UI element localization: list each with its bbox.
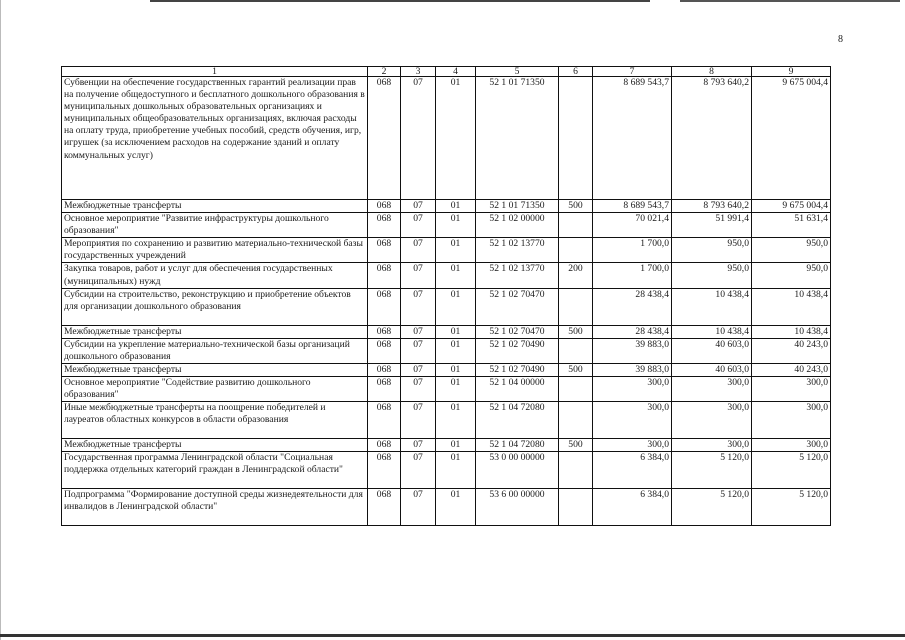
row-section: 07 <box>401 263 436 288</box>
row-subsection: 01 <box>436 288 476 325</box>
table-row <box>62 325 831 338</box>
row-amount-col8: 8 793 640,2 <box>672 77 752 200</box>
column-header: 5 <box>476 67 559 77</box>
row-section: 07 <box>401 77 436 200</box>
row-subsection: 01 <box>436 363 476 376</box>
row-amount-col7: 300,0 <box>593 377 672 402</box>
row-amount-col9: 300,0 <box>752 402 831 439</box>
row-admin-code: 068 <box>368 402 401 439</box>
row-amount-col7: 28 438,4 <box>593 288 672 325</box>
column-header: 4 <box>436 67 476 77</box>
page-number: 8 <box>838 34 843 45</box>
row-subsection: 01 <box>436 325 476 338</box>
row-section: 07 <box>401 377 436 402</box>
table-row <box>62 363 831 376</box>
table-row <box>62 213 831 238</box>
row-name: Межбюджетные трансферты <box>62 200 368 213</box>
row-section: 07 <box>401 402 436 439</box>
row-subsection: 01 <box>436 452 476 489</box>
row-name: Основное мероприятие "Развитие инфраструктуры дошкольного образования" <box>62 213 368 238</box>
table-row <box>62 263 831 288</box>
table-row <box>62 452 831 489</box>
row-expense-type: 500 <box>559 363 593 376</box>
row-amount-col7: 8 689 543,7 <box>593 77 672 200</box>
column-header: 6 <box>559 67 593 77</box>
row-target-article: 52 1 02 13770 <box>476 238 559 263</box>
row-admin-code: 068 <box>368 377 401 402</box>
row-target-article: 52 1 02 70470 <box>476 325 559 338</box>
row-expense-type <box>559 377 593 402</box>
row-amount-col8: 40 603,0 <box>672 363 752 376</box>
row-subsection: 01 <box>436 200 476 213</box>
row-admin-code: 068 <box>368 288 401 325</box>
row-target-article: 53 0 00 00000 <box>476 452 559 489</box>
row-target-article: 52 1 02 70490 <box>476 363 559 376</box>
row-name: Межбюджетные трансферты <box>62 325 368 338</box>
row-amount-col7: 39 883,0 <box>593 363 672 376</box>
row-expense-type <box>559 489 593 526</box>
row-amount-col7: 1 700,0 <box>593 238 672 263</box>
table-row <box>62 402 831 439</box>
row-expense-type <box>559 77 593 200</box>
table-row <box>62 439 831 452</box>
row-expense-type: 500 <box>559 200 593 213</box>
row-amount-col7: 6 384,0 <box>593 489 672 526</box>
table-row <box>62 338 831 363</box>
row-section: 07 <box>401 200 436 213</box>
row-amount-col9: 950,0 <box>752 263 831 288</box>
row-expense-type <box>559 213 593 238</box>
row-target-article: 52 1 04 72080 <box>476 439 559 452</box>
row-admin-code: 068 <box>368 452 401 489</box>
row-subsection: 01 <box>436 213 476 238</box>
row-expense-type <box>559 288 593 325</box>
column-header: 1 <box>62 67 368 77</box>
row-amount-col7: 28 438,4 <box>593 325 672 338</box>
row-name: Межбюджетные трансферты <box>62 439 368 452</box>
row-amount-col9: 10 438,4 <box>752 288 831 325</box>
row-amount-col9: 300,0 <box>752 377 831 402</box>
row-target-article: 53 6 00 00000 <box>476 489 559 526</box>
row-admin-code: 068 <box>368 363 401 376</box>
row-amount-col8: 950,0 <box>672 263 752 288</box>
row-target-article: 52 1 02 00000 <box>476 213 559 238</box>
row-amount-col8: 10 438,4 <box>672 325 752 338</box>
table-row <box>62 77 831 200</box>
row-amount-col9: 950,0 <box>752 238 831 263</box>
row-admin-code: 068 <box>368 213 401 238</box>
row-amount-col9: 10 438,4 <box>752 325 831 338</box>
row-section: 07 <box>401 288 436 325</box>
row-target-article: 52 1 04 72080 <box>476 402 559 439</box>
row-subsection: 01 <box>436 489 476 526</box>
column-header: 3 <box>401 67 436 77</box>
row-name: Субвенции на обеспечение государственных гарантий реализации прав на получение общедоступного и бесплатного дошкольного образования в муниципальных дошкольных образовательных организациях и муниципальных общеобразовательных организациях, включая расходы на оплату труда, приобретение учебных пособий, средств обучения, игр, игрушек (за исключением расходов на содержание зданий и оплату коммунальных услуг) <box>62 77 368 200</box>
row-amount-col8: 8 793 640,2 <box>672 200 752 213</box>
row-amount-col9: 40 243,0 <box>752 338 831 363</box>
row-expense-type <box>559 402 593 439</box>
row-admin-code: 068 <box>368 77 401 200</box>
row-target-article: 52 1 02 13770 <box>476 263 559 288</box>
column-header: 8 <box>672 67 752 77</box>
row-amount-col8: 51 991,4 <box>672 213 752 238</box>
row-amount-col7: 70 021,4 <box>593 213 672 238</box>
row-name: Субсидии на укрепление материально-технической базы организаций дошкольного образования <box>62 338 368 363</box>
row-target-article: 52 1 01 71350 <box>476 77 559 200</box>
row-section: 07 <box>401 213 436 238</box>
row-target-article: 52 1 02 70470 <box>476 288 559 325</box>
row-expense-type <box>559 238 593 263</box>
row-amount-col9: 9 675 004,4 <box>752 77 831 200</box>
row-target-article: 52 1 01 71350 <box>476 200 559 213</box>
row-amount-col7: 300,0 <box>593 402 672 439</box>
row-amount-col8: 5 120,0 <box>672 452 752 489</box>
row-admin-code: 068 <box>368 263 401 288</box>
row-section: 07 <box>401 452 436 489</box>
row-admin-code: 068 <box>368 325 401 338</box>
scan-artifact-top-right <box>680 0 900 2</box>
row-amount-col8: 950,0 <box>672 238 752 263</box>
row-amount-col7: 1 700,0 <box>593 263 672 288</box>
scan-artifact-bottom <box>0 634 905 637</box>
column-header: 7 <box>593 67 672 77</box>
row-amount-col8: 40 603,0 <box>672 338 752 363</box>
row-amount-col9: 5 120,0 <box>752 452 831 489</box>
row-subsection: 01 <box>436 338 476 363</box>
scan-artifact-top <box>150 0 650 2</box>
row-amount-col8: 300,0 <box>672 402 752 439</box>
row-target-article: 52 1 04 00000 <box>476 377 559 402</box>
row-amount-col7: 300,0 <box>593 439 672 452</box>
row-amount-col7: 6 384,0 <box>593 452 672 489</box>
table-row <box>62 238 831 263</box>
row-name: Закупка товаров, работ и услуг для обеспечения государственных (муниципальных) нужд <box>62 263 368 288</box>
row-amount-col7: 8 689 543,7 <box>593 200 672 213</box>
column-header: 2 <box>368 67 401 77</box>
row-admin-code: 068 <box>368 338 401 363</box>
row-section: 07 <box>401 325 436 338</box>
row-subsection: 01 <box>436 238 476 263</box>
row-amount-col9: 300,0 <box>752 439 831 452</box>
row-expense-type: 500 <box>559 439 593 452</box>
row-expense-type <box>559 338 593 363</box>
row-section: 07 <box>401 363 436 376</box>
row-subsection: 01 <box>436 377 476 402</box>
row-amount-col9: 5 120,0 <box>752 489 831 526</box>
column-header: 9 <box>752 67 831 77</box>
row-amount-col8: 10 438,4 <box>672 288 752 325</box>
row-amount-col9: 40 243,0 <box>752 363 831 376</box>
row-amount-col9: 9 675 004,4 <box>752 200 831 213</box>
row-target-article: 52 1 02 70490 <box>476 338 559 363</box>
scan-edge <box>0 0 1 640</box>
row-amount-col7: 39 883,0 <box>593 338 672 363</box>
row-amount-col8: 300,0 <box>672 439 752 452</box>
table-row <box>62 200 831 213</box>
row-name: Государственная программа Ленинградской области "Социальная поддержка отдельных категорий граждан в Ленинградской области" <box>62 452 368 489</box>
row-section: 07 <box>401 238 436 263</box>
column-number-header <box>62 67 831 77</box>
table-row <box>62 377 831 402</box>
row-name: Основное мероприятие "Содействие развитию дошкольного образования" <box>62 377 368 402</box>
table-row <box>62 288 831 325</box>
row-expense-type <box>559 452 593 489</box>
row-section: 07 <box>401 439 436 452</box>
row-admin-code: 068 <box>368 439 401 452</box>
row-expense-type: 500 <box>559 325 593 338</box>
row-subsection: 01 <box>436 263 476 288</box>
row-name: Иные межбюджетные трансферты на поощрение победителей и лауреатов областных конкурсов в области образования <box>62 402 368 439</box>
row-amount-col9: 51 631,4 <box>752 213 831 238</box>
budget-table <box>61 66 831 526</box>
row-name: Субсидии на строительство, реконструкцию и приобретение объектов для организации дошкольного образования <box>62 288 368 325</box>
table-row <box>62 489 831 526</box>
row-expense-type: 200 <box>559 263 593 288</box>
row-subsection: 01 <box>436 402 476 439</box>
row-name: Межбюджетные трансферты <box>62 363 368 376</box>
row-admin-code: 068 <box>368 200 401 213</box>
row-admin-code: 068 <box>368 238 401 263</box>
row-section: 07 <box>401 489 436 526</box>
row-name: Подпрограмма "Формирование доступной среды жизнедеятельности для инвалидов в Ленинградской области" <box>62 489 368 526</box>
row-section: 07 <box>401 338 436 363</box>
row-amount-col8: 300,0 <box>672 377 752 402</box>
row-subsection: 01 <box>436 439 476 452</box>
row-amount-col8: 5 120,0 <box>672 489 752 526</box>
row-admin-code: 068 <box>368 489 401 526</box>
row-name: Мероприятия по сохранению и развитию материально-технической базы государственных учреждений <box>62 238 368 263</box>
row-subsection: 01 <box>436 77 476 200</box>
